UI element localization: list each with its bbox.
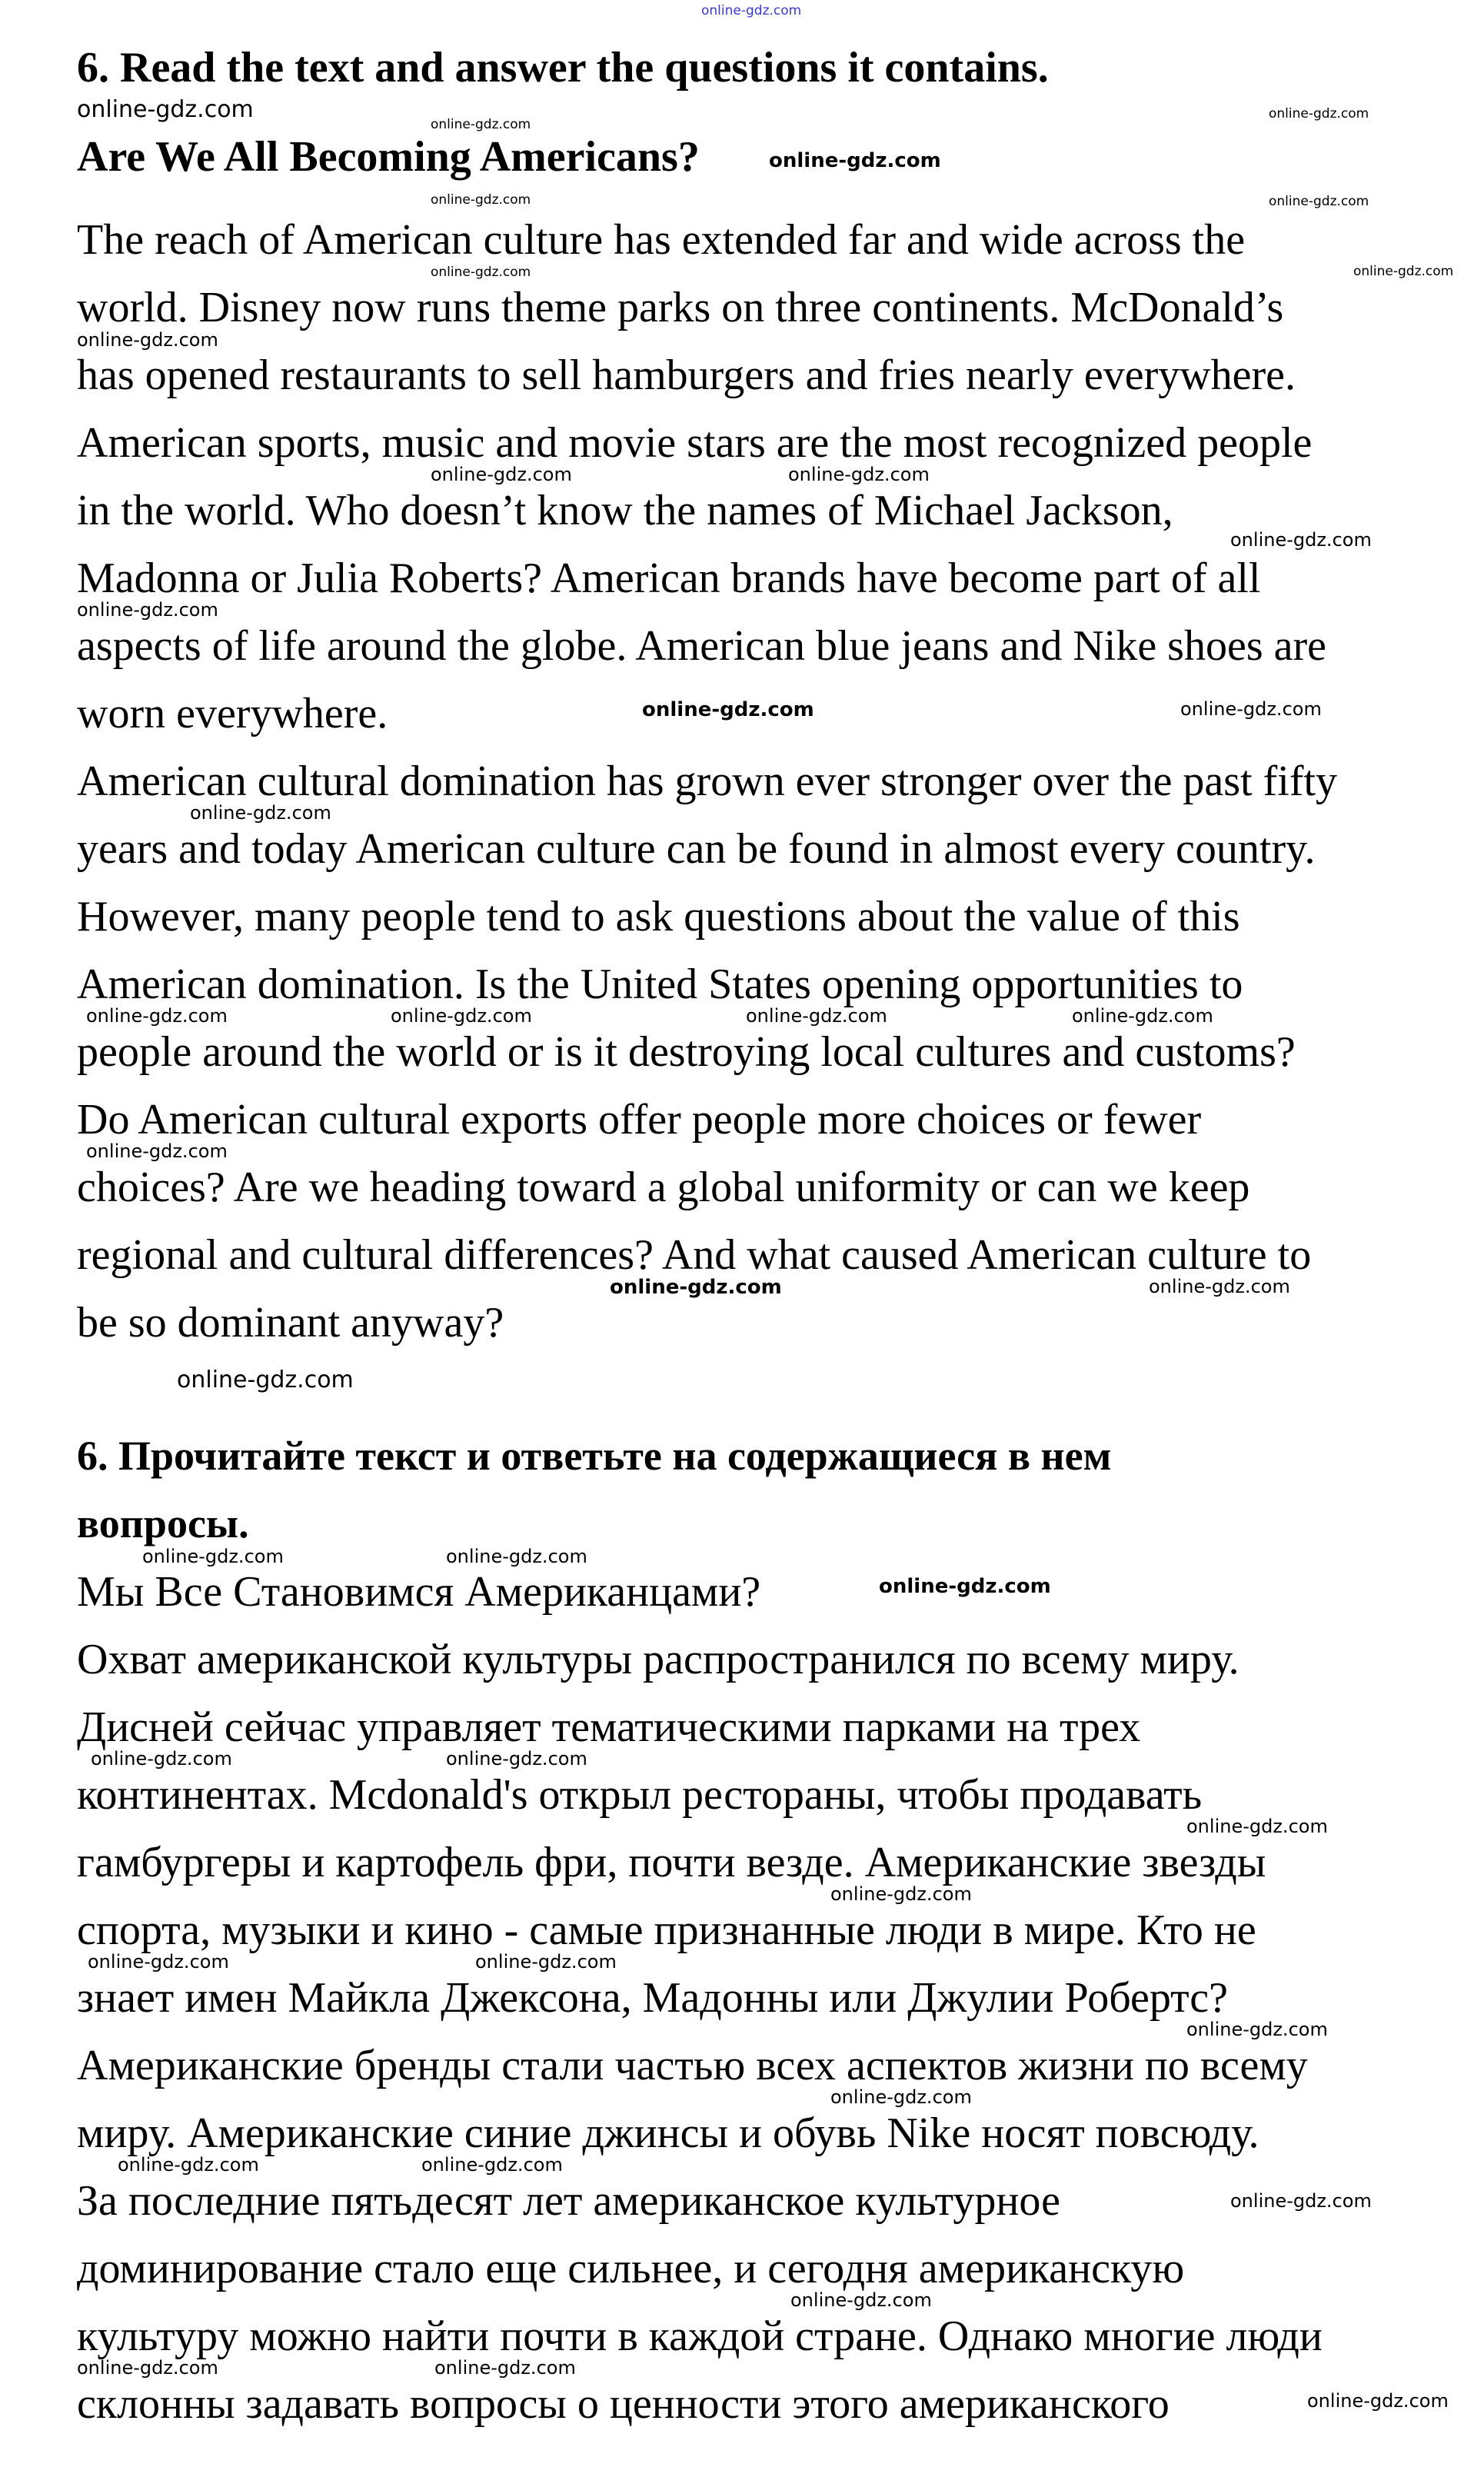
watermark: online-gdz.com (190, 802, 331, 824)
watermark: online-gdz.com (77, 2357, 218, 2379)
watermark: online-gdz.com (746, 1005, 887, 1027)
text-line: However, many people tend to ask questions about the value of this (77, 893, 1240, 941)
watermark: online-gdz.com (1186, 2019, 1328, 2040)
text-line: world. Disney now runs theme parks on three continents. McDonald’s (77, 284, 1284, 331)
watermark: online-gdz.com (177, 1367, 354, 1393)
watermark: online-gdz.com (446, 1546, 587, 1567)
watermark: online-gdz.com (77, 329, 218, 351)
watermark: online-gdz.com (1230, 2190, 1372, 2212)
text-line: За последние пятьдесят лет американское культурное (77, 2177, 1060, 2225)
watermark: online-gdz.com (118, 2154, 259, 2176)
text-line: years and today American culture can be found in almost every country. (77, 825, 1316, 873)
watermark: online-gdz.com (86, 1005, 228, 1027)
text-line: choices? Are we heading toward a global uniformity or can we keep (77, 1164, 1250, 1211)
text-line: Американские бренды стали частью всех аспектов жизни по всему (77, 2042, 1308, 2089)
watermark: online-gdz.com (1269, 194, 1369, 209)
text-line: Do American cultural exports offer people more choices or fewer (77, 1096, 1202, 1144)
watermark: online-gdz.com (431, 117, 531, 132)
text-line: доминирование стало еще сильнее, и сегодня американскую (77, 2245, 1185, 2292)
text-line: regional and cultural differences? And what caused American culture to (77, 1231, 1312, 1279)
watermark: online-gdz.com (431, 192, 531, 208)
watermark: online-gdz.com (446, 1748, 587, 1770)
text-line: aspects of life around the globe. American blue jeans and Nike shoes are (77, 622, 1326, 670)
watermark: online-gdz.com (434, 2357, 576, 2379)
text-line: склонны задавать вопросы о ценности этого американского (77, 2380, 1170, 2428)
task-heading-en: 6. Read the text and answer the questions it contains. (77, 44, 1049, 92)
watermark: online-gdz.com (1149, 1276, 1290, 1297)
watermark: online-gdz.com (88, 1951, 229, 1973)
text-line: спорта, музыки и кино - самые признанные люди в мире. Кто не (77, 1906, 1256, 1954)
text-line: гамбургеры и картофель фри, почти везде. Американские звезды (77, 1839, 1266, 1886)
article-title-en: Are We All Becoming Americans? (77, 133, 700, 181)
text-line: be so dominant anyway? (77, 1299, 504, 1347)
task-heading-ru-line1: 6. Прочитайте текст и ответьте на содержащиеся в нем (77, 1433, 1112, 1479)
article-title-ru: Мы Все Становимся Американцами? (77, 1568, 761, 1616)
text-line: культуру можно найти почти в каждой стране. Однако многие люди (77, 2312, 1323, 2360)
text-line: has opened restaurants to sell hamburgers and fries nearly everywhere. (77, 351, 1296, 399)
text-line: people around the world or is it destroying local cultures and customs? (77, 1028, 1296, 1076)
watermark: online-gdz.com (642, 698, 814, 721)
watermark-top: online-gdz.com (701, 3, 802, 18)
watermark: online-gdz.com (475, 1951, 617, 1973)
watermark: online-gdz.com (1072, 1005, 1213, 1027)
watermark: online-gdz.com (830, 1883, 972, 1905)
watermark: online-gdz.com (879, 1575, 1051, 1598)
watermark: online-gdz.com (1269, 106, 1369, 122)
watermark: online-gdz.com (610, 1276, 782, 1299)
text-line: American domination. Is the United States opening opportunities to (77, 961, 1243, 1008)
text-line: миру. Американские синие джинсы и обувь Nike носят повсюду. (77, 2109, 1259, 2157)
watermark: online-gdz.com (77, 96, 254, 123)
text-line: континентах. Mcdonald's открыл рестораны, чтобы продавать (77, 1771, 1203, 1819)
text-line: Madonna or Julia Roberts? American brands have become part of all (77, 554, 1261, 602)
watermark: online-gdz.com (790, 2289, 932, 2311)
watermark: online-gdz.com (391, 1005, 532, 1027)
watermark: online-gdz.com (788, 464, 930, 485)
text-line: American sports, music and movie stars are the most recognized people (77, 419, 1313, 467)
watermark: online-gdz.com (142, 1546, 284, 1567)
text-line: Охват американской культуры распространился по всему миру. (77, 1636, 1239, 1683)
watermark: online-gdz.com (86, 1140, 228, 1162)
watermark: online-gdz.com (1186, 1816, 1328, 1837)
watermark: online-gdz.com (91, 1748, 232, 1770)
text-line: The reach of American culture has extended far and wide across the (77, 216, 1246, 264)
watermark: online-gdz.com (431, 265, 531, 280)
watermark: online-gdz.com (431, 464, 572, 485)
watermark: online-gdz.com (1307, 2390, 1449, 2412)
text-line: Дисней сейчас управляет тематическими парками на трех (77, 1703, 1141, 1751)
watermark: online-gdz.com (769, 149, 941, 172)
text-line: знает имен Майкла Джексона, Мадонны или Джулии Робертс? (77, 1974, 1229, 2022)
watermark: online-gdz.com (1230, 529, 1372, 551)
watermark: online-gdz.com (1180, 698, 1322, 720)
watermark: online-gdz.com (77, 599, 218, 621)
text-line: worn everywhere. (77, 690, 388, 737)
watermark: online-gdz.com (1353, 264, 1454, 279)
text-line: in the world. Who doesn’t know the names of Michael Jackson, (77, 487, 1173, 534)
watermark: online-gdz.com (830, 2086, 972, 2108)
text-line: American cultural domination has grown ever stronger over the past fifty (77, 757, 1338, 805)
task-heading-ru-line2: вопросы. (77, 1500, 249, 1546)
watermark: online-gdz.com (421, 2154, 563, 2176)
